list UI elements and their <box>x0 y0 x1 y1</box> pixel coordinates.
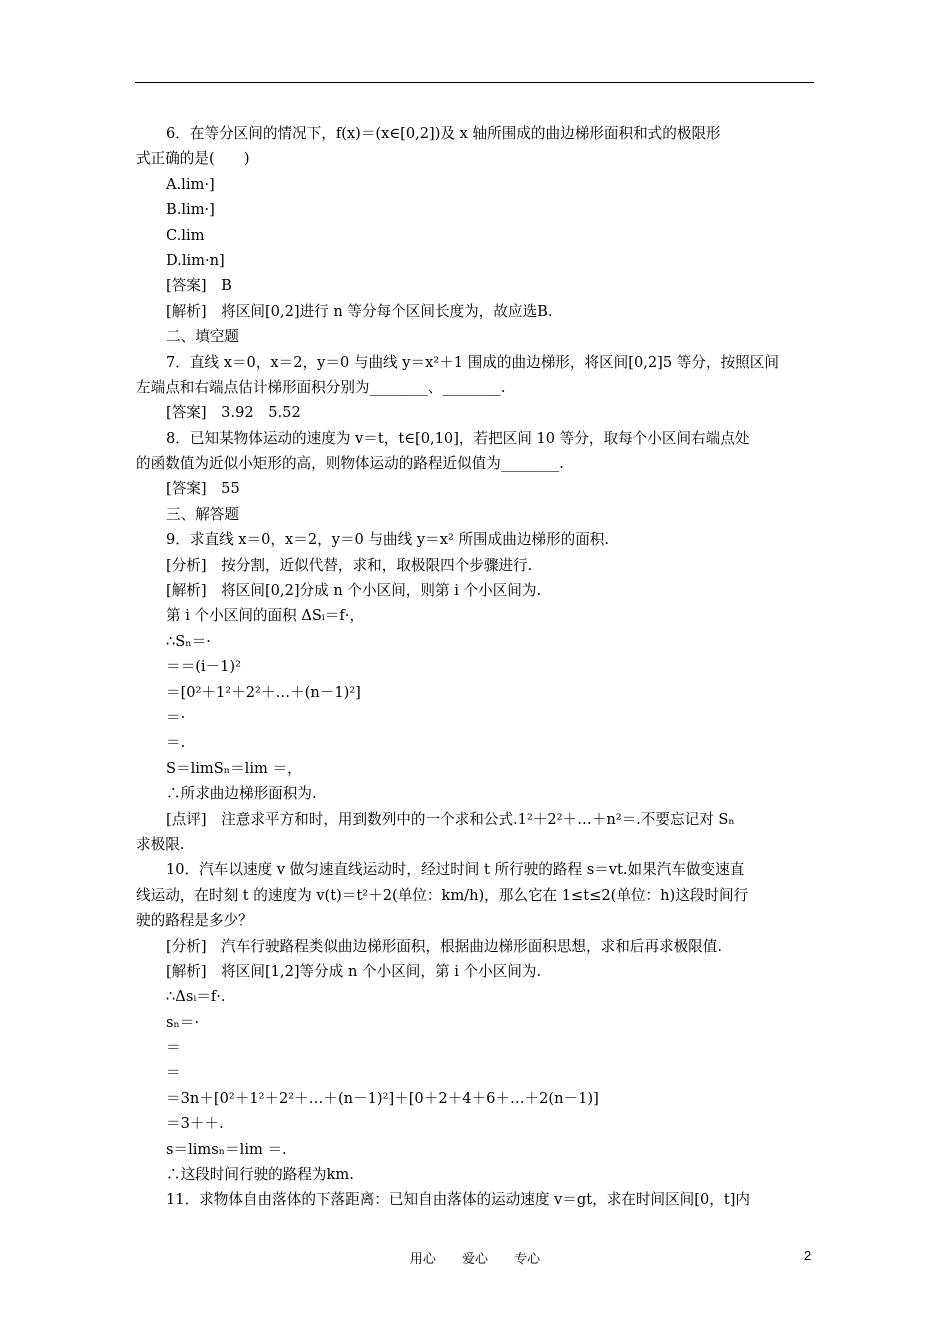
text-line: 10．汽车以速度 v 做匀速直线运动时，经过时间 t 所行驶的路程 s＝vt.如果汽车做变速直 <box>166 861 745 879</box>
text-line: ＝ <box>166 1039 181 1057</box>
text-line: [分析] 按分割，近似代替，求和，取极限四个步骤进行. <box>166 556 533 574</box>
text-line: ＝＝(i－1)² <box>166 658 241 676</box>
text-line: 三、解答题 <box>166 505 239 523</box>
text-line: ＝. <box>166 734 186 752</box>
text-line: B.lim·] <box>166 201 215 219</box>
text-line: 8．已知某物体运动的速度为 v＝t，t∈[0,10]，若把区间 10 等分，取每个小区间右端点处 <box>166 429 750 447</box>
page-number: 2 <box>804 1248 812 1263</box>
text-line: 二、填空题 <box>166 328 239 346</box>
text-line: 的函数值为近似小矩形的高，则物体运动的路程近似值为________. <box>136 455 564 473</box>
text-line: ∴所求曲边梯形面积为. <box>166 785 317 803</box>
text-line: [分析] 汽车行驶路程类似曲边梯形面积，根据曲边梯形面积思想，求和后再求极限值. <box>166 937 722 955</box>
text-line: C.lim <box>166 226 205 244</box>
text-line: 求极限. <box>136 835 185 853</box>
text-line: ∴Sₙ＝· <box>166 632 211 650</box>
text-line: 驶的路程是多少？ <box>136 912 253 930</box>
header-rule <box>135 82 814 83</box>
text-line: 左端点和右端点估计梯形面积分别为________、________. <box>136 378 506 396</box>
text-line: sₙ＝· <box>166 1013 200 1031</box>
text-line: [解析] 将区间[0,2]进行 n 等分每个区间长度为，故应选B. <box>166 302 553 320</box>
text-line: 9．求直线 x＝0，x＝2，y＝0 与曲线 y＝x² 所围成曲边梯形的面积. <box>166 531 610 549</box>
text-line: ＝[0²＋1²＋2²＋…＋(n－1)²] <box>166 683 361 701</box>
text-line: 线运动，在时刻 t 的速度为 v(t)＝t²＋2(单位：km/h)，那么它在 1≤t≤2(单位：h)这段时间行 <box>136 886 749 904</box>
text-line: [点评] 注意求平方和时，用到数列中的一个求和公式.1²＋2²＋…＋n²＝.不要忘记对 Sₙ <box>166 810 735 828</box>
text-line: [解析] 将区间[0,2]分成 n 个小区间，则第 i 个小区间为. <box>166 582 542 600</box>
footer-word: 爱心 <box>461 1252 488 1267</box>
text-line: [答案] 55 <box>166 480 240 498</box>
text-line: s＝limsₙ＝lim ＝. <box>166 1140 287 1158</box>
text-line: ＝· <box>166 708 186 726</box>
text-line: [答案] B <box>166 277 232 295</box>
text-line: [答案] 3.92 5.52 <box>166 404 301 422</box>
text-line: ∴这段时间行驶的路程为km. <box>166 1166 354 1184</box>
text-line: D.lim·n] <box>166 251 225 269</box>
text-line: ＝ <box>166 1064 181 1082</box>
text-line: S＝limSₙ＝lim ＝， <box>166 759 302 777</box>
text-line: A.lim·] <box>166 175 215 193</box>
document-body <box>136 121 816 1213</box>
text-line: [解析] 将区间[1,2]等分成 n 个小区间，第 i 个小区间为. <box>166 962 542 980</box>
footer-word: 专心 <box>514 1252 541 1267</box>
text-line: ＝3＋＋. <box>166 1115 224 1133</box>
footer-word: 用心 <box>409 1252 436 1267</box>
text-line: 式正确的是( ) <box>136 150 250 168</box>
text-line: ∴Δsᵢ＝f·. <box>166 988 226 1006</box>
text-line: 第 i 个小区间的面积 ΔSᵢ＝f·， <box>166 607 365 625</box>
text-line: 7．直线 x＝0，x＝2，y＝0 与曲线 y＝x²＋1 围成的曲边梯形，将区间[0,2]5 等分，按照区间 <box>166 353 779 371</box>
text-line: ＝3n＋[0²＋1²＋2²＋…＋(n－1)²]＋[0＋2＋4＋6＋…＋2(n－1)] <box>166 1089 599 1107</box>
text-line: 11．求物体自由落体的下落距离：已知自由落体的运动速度 v＝gt，求在时间区间[0，t]内 <box>166 1191 750 1209</box>
text-line: 6．在等分区间的情况下，f(x)＝(x∈[0,2])及 x 轴所围成的曲边梯形面积和式的极限形 <box>166 125 721 142</box>
